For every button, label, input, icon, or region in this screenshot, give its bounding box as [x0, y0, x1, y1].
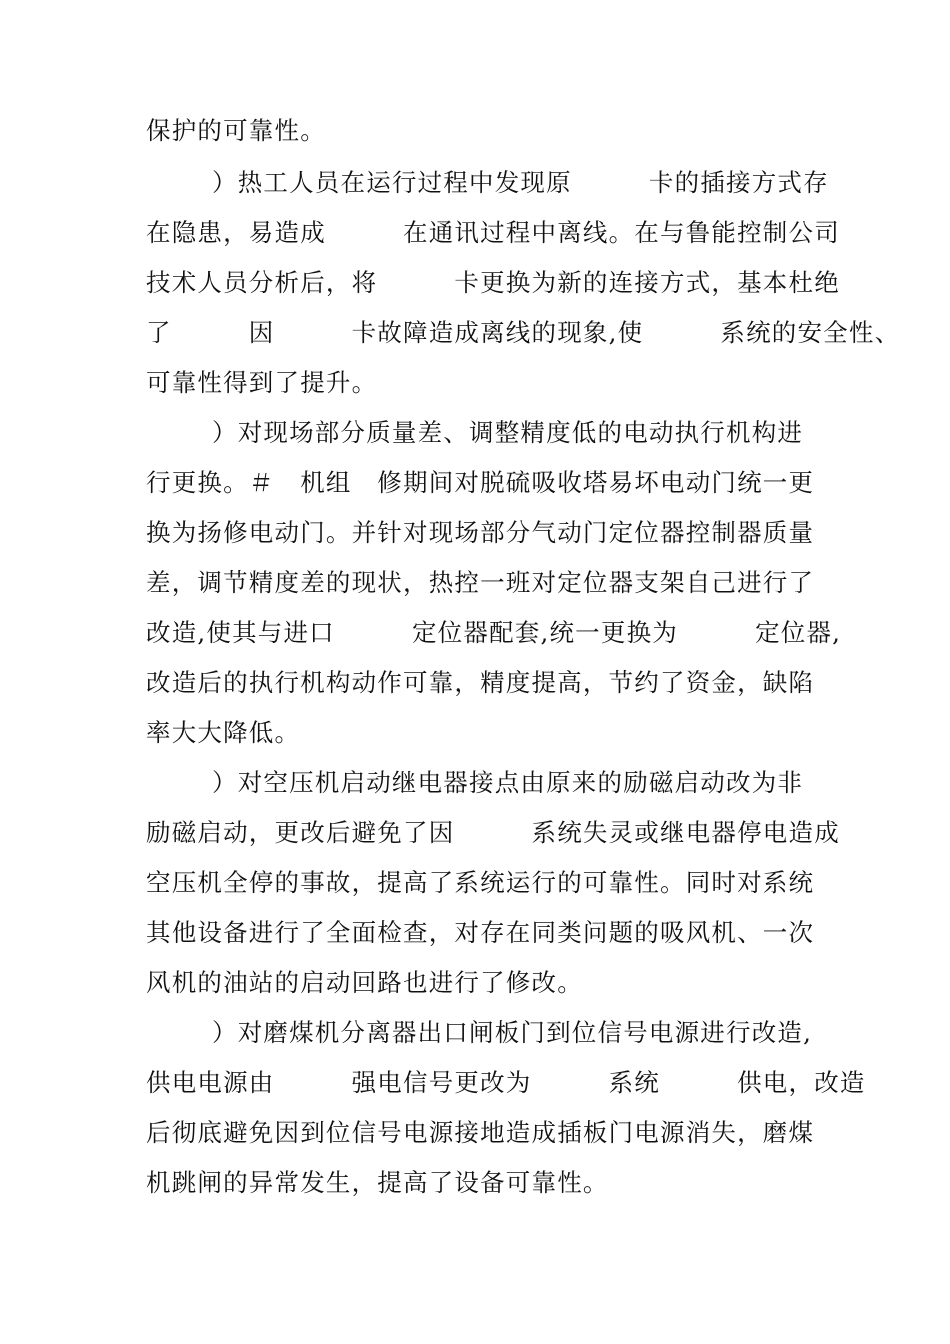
text-line: 差，调节精度差的现状，热控一班对定位器支架自己进行了: [146, 568, 815, 597]
text-line: 改造后的执行机构动作可靠，精度提高，节约了资金，缺陷: [146, 668, 815, 697]
text-line: 技术人员分析后，将 卡更换为新的连接方式，基本杜绝: [146, 268, 840, 297]
text-line: 机跳闸的异常发生，提高了设备可靠性。: [146, 1168, 609, 1197]
text-line: 率大大降低。: [146, 718, 301, 747]
text-line: 供电电源由 强电信号更改为 系统 供电，改造: [146, 1068, 866, 1097]
text-line: 其他设备进行了全面检查，对存在同类问题的吸风机、一次: [146, 918, 815, 947]
text-line: 改造,使其与进口 定位器配套,统一更换为 定位器,: [146, 618, 842, 647]
text-line: 保护的可靠性。: [146, 116, 326, 145]
text-line: 后彻底避免因到位信号电源接地造成插板门电源消失，磨煤: [146, 1118, 815, 1147]
text-line: 了 因 卡故障造成离线的现象,使 系统的安全性、: [146, 318, 901, 347]
text-line: 励磁启动，更改后避免了因 系统失灵或继电器停电造成: [146, 818, 840, 847]
text-line: ）热工人员在运行过程中发现原 卡的插接方式存: [212, 168, 829, 197]
text-line: 在隐患，易造成 在通讯过程中离线。在与鲁能控制公司: [146, 218, 840, 247]
text-line: 空压机全停的事故，提高了系统运行的可靠性。同时对系统: [146, 868, 815, 897]
text-line: ）对磨煤机分离器出口闸板门到位信号电源进行改造,: [212, 1018, 813, 1047]
text-line: 换为扬修电动门。并针对现场部分气动门定位器控制器质量: [146, 518, 815, 547]
text-line: 可靠性得到了提升。: [146, 368, 378, 397]
text-line: 行更换。＃ 机组 修期间对脱硫吸收塔易坏电动门统一更: [146, 468, 815, 497]
text-line: 风机的油站的启动回路也进行了修改。: [146, 968, 583, 997]
text-line: ）对空压机启动继电器接点由原来的励磁启动改为非: [212, 768, 804, 797]
text-line: ）对现场部分质量差、调整精度低的电动执行机构进: [212, 418, 804, 447]
